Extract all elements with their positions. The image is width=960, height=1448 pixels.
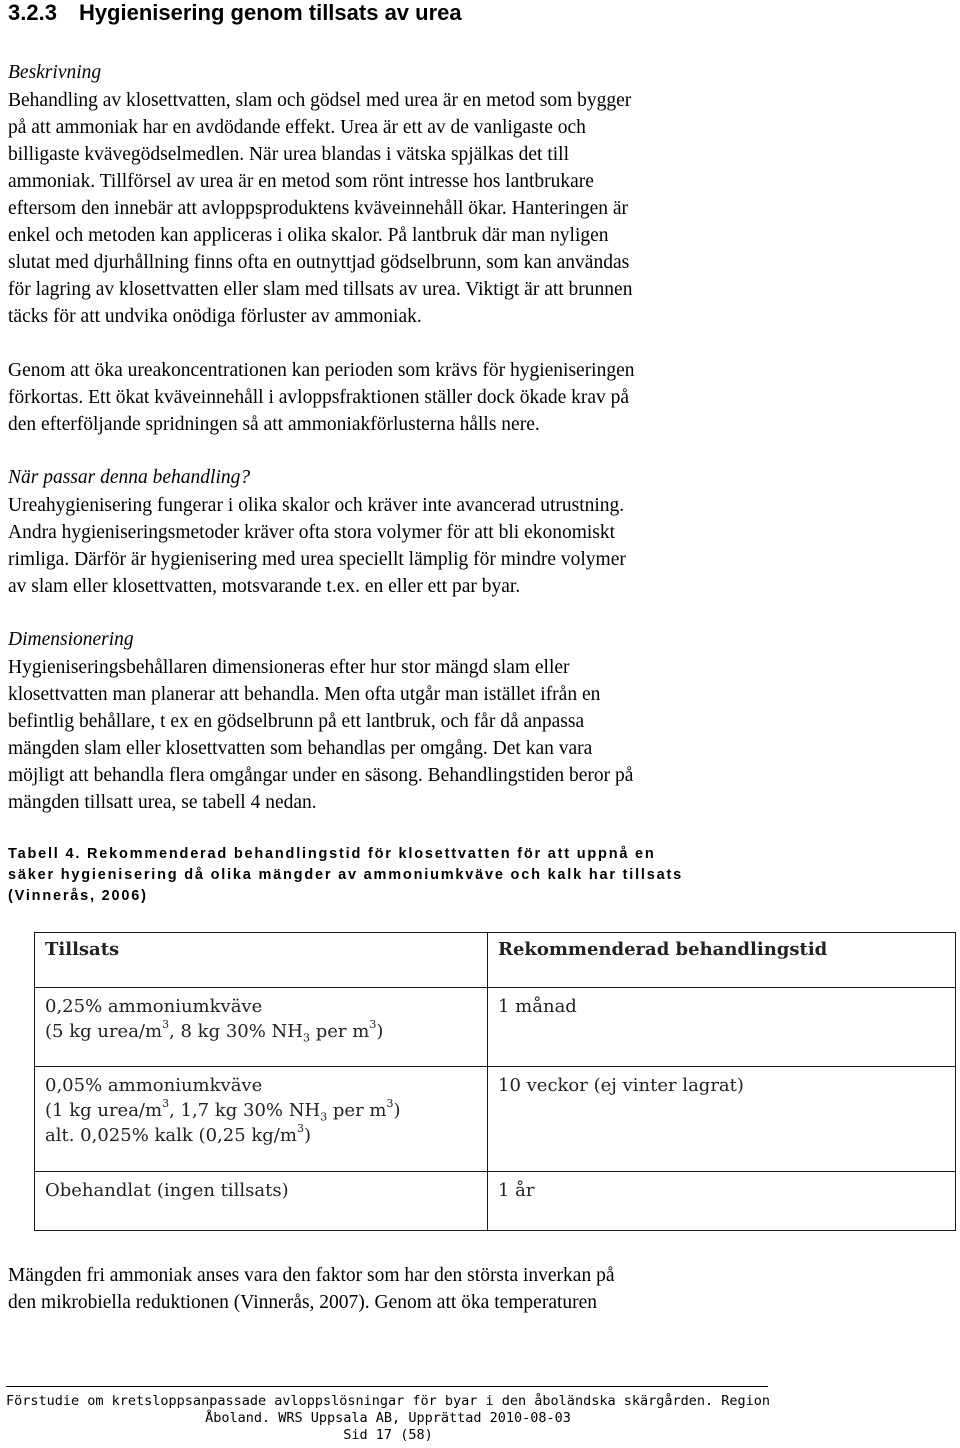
text-line: för lagring av klosettvatten eller slam med tillsats av urea. Viktigt är att brunnen xyxy=(8,279,633,300)
text-line: Hygieniseringsbehållaren dimensioneras efter hur stor mängd slam eller xyxy=(8,657,570,678)
dimensionering-label: Dimensionering xyxy=(8,629,134,650)
text-line: eftersom den innebär att avloppsproduktens kväveinnehåll ökar. Hanteringen är xyxy=(8,198,629,219)
text-line: av slam eller klosettvatten, motsvarande t.ex. en eller ett par byar. xyxy=(8,576,521,597)
dimensionering-paragraph xyxy=(8,654,798,816)
footer-line: Åboland. WRS Uppsala AB, Upprättad 2010-08-03 xyxy=(205,1410,571,1426)
cell-line: (5 kg urea/$m^3$, 8 kg 30% $NH_3$ per $m^3$) xyxy=(45,1018,384,1045)
caption-line: (Vinnerås, 2006) xyxy=(8,888,148,904)
cell-line: 0,25% ammoniumkväve xyxy=(45,996,263,1017)
behandlingstid-cell: 1 år xyxy=(488,1172,956,1231)
table-row xyxy=(35,1067,956,1172)
text-line: Mängden fri ammoniak anses vara den faktor som har den största inverkan på xyxy=(8,1265,615,1286)
nar-passar-paragraph xyxy=(8,492,798,600)
cell-line: (1 kg urea/$m^3$, 1,7 kg 30% $NH_3$ per $m^3$) xyxy=(45,1097,401,1124)
page-footer xyxy=(6,1393,770,1444)
text-line: slutat med djurhållning finns ofta en outnyttjad gödselbrunn, som kan användas xyxy=(8,252,630,273)
footer-line: Förstudie om kretsloppsanpassade avloppslösningar för byar i den åboländska skärgården. Region xyxy=(6,1393,771,1409)
column-header-tillsats: Tillsats xyxy=(35,933,488,988)
nar-passar-label: När passar denna behandling? xyxy=(8,467,251,488)
text-line: täcks för att undvika onödiga förluster av ammoniak. xyxy=(8,306,422,327)
closing-paragraph xyxy=(8,1262,798,1316)
text-line: på att ammoniak har en avdödande effekt. Urea är ett av de vanligaste och xyxy=(8,117,586,138)
column-header-behandlingstid: Rekommenderad behandlingstid xyxy=(488,933,956,988)
caption-line: Tabell 4. Rekommenderad behandlingstid för klosettvatten för att uppnå en xyxy=(8,846,656,862)
section-title: Hygienisering genom tillsats av urea xyxy=(78,0,462,25)
text-line: Ureahygienisering fungerar i olika skalor och kräver inte avancerad utrustning. xyxy=(8,495,625,516)
text-line: klosettvatten man planerar att behandla. Men ofta utgår man istället ifrån en xyxy=(8,684,601,705)
footer-divider xyxy=(6,1386,768,1387)
text-line: Genom att öka ureakoncentrationen kan perioden som krävs för hygieniseringen xyxy=(8,360,635,381)
text-line: mängden tillsatt urea, se tabell 4 nedan. xyxy=(8,792,317,813)
text-line: förkortas. Ett ökat kväveinnehåll i avloppsfraktionen ställer dock ökade krav på xyxy=(8,387,630,408)
caption-line: säker hygienisering då olika mängder av ammoniumkväve och kalk har tillsats xyxy=(8,867,683,883)
section-heading xyxy=(8,0,462,26)
tillsats-cell xyxy=(35,1067,488,1172)
treatment-table xyxy=(34,932,956,1231)
behandlingstid-cell: 10 veckor (ej vinter lagrat) xyxy=(488,1067,956,1172)
section-number: 3.2.3 xyxy=(8,0,57,25)
text-line: den mikrobiella reduktionen (Vinnerås, 2007). Genom att öka temperaturen xyxy=(8,1292,598,1313)
text-line: Behandling av klosettvatten, slam och gödsel med urea är en metod som bygger xyxy=(8,90,632,111)
text-line: den efterföljande spridningen så att ammoniakförlusterna hålls nere. xyxy=(8,414,540,435)
table-row xyxy=(35,988,956,1067)
beskrivning-label: Beskrivning xyxy=(8,62,102,83)
table-row xyxy=(35,1172,956,1231)
tillsats-cell xyxy=(35,988,488,1067)
text-line: ammoniak. Tillförsel av urea är en metod som rönt intresse hos lantbrukare xyxy=(8,171,594,192)
text-line: befintlig behållare, t ex en gödselbrunn på ett lantbruk, och får då anpassa xyxy=(8,711,585,732)
text-line: möjligt att behandla flera omgångar under en säsong. Behandlingstiden beror på xyxy=(8,765,634,786)
text-line: billigaste kvävegödselmedlen. När urea blandas i vätska spjälkas det till xyxy=(8,144,570,165)
text-line: Andra hygieniseringsmetoder kräver ofta stora volymer för att bli ekonomiskt xyxy=(8,522,616,543)
behandlingstid-cell: 1 månad xyxy=(488,988,956,1067)
table-header-row xyxy=(35,933,956,988)
page-number: Sid 17 (58) xyxy=(343,1427,433,1443)
tillsats-cell: Obehandlat (ingen tillsats) xyxy=(35,1172,488,1231)
text-line: mängden slam eller klosettvatten som behandlas per omgång. Det kan vara xyxy=(8,738,593,759)
table-caption xyxy=(8,844,788,907)
cell-line: alt. 0,025% kalk (0,25 $kg/m^3$) xyxy=(45,1122,311,1146)
text-line: enkel och metoden kan appliceras i olika skalor. På lantbruk där man nyligen xyxy=(8,225,609,246)
cell-line: 0,05% ammoniumkväve xyxy=(45,1075,263,1096)
beskrivning-paragraph xyxy=(8,87,798,330)
ureakoncentration-paragraph xyxy=(8,357,798,438)
text-line: rimliga. Därför är hygienisering med urea speciellt lämplig för mindre volymer xyxy=(8,549,626,570)
